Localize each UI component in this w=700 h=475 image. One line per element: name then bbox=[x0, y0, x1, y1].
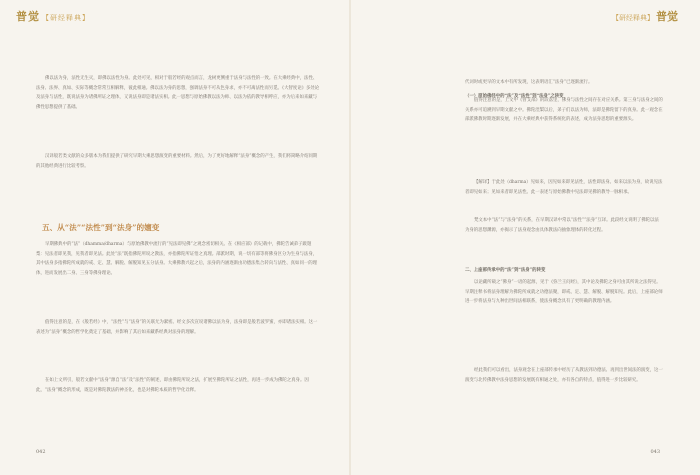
left-text-block-2 bbox=[36, 152, 320, 171]
left-page bbox=[0, 0, 349, 475]
paragraph: 代词时或更早的文本中有所发现，这表明语汇“法身”已逐渐流行。 bbox=[465, 80, 593, 86]
right-subheading-2 bbox=[465, 266, 663, 276]
left-brand bbox=[16, 8, 90, 24]
right-text-block-1 bbox=[465, 96, 663, 125]
right-brand-title: 普觉 bbox=[656, 10, 678, 23]
right-page-number: 043 bbox=[650, 449, 660, 455]
left-brand-title: 普觉 bbox=[16, 10, 40, 23]
right-brand bbox=[612, 8, 678, 24]
paragraph: 早期佛典中的“法”（dhamma/dharma）与原始佛教中流行的“见法即见佛”之观念密切相关。在《相应部》的记载中，佛陀告诫弟子跋迦梨：见法者即见我，见我者即见法。此处“法”既指佛陀所说之教法，亦指佛陀所证悟之真理。部派时期，说一切有部等将佛身区分为生身与法身，其中法身多指佛陀所成就的戒、定、慧、解脱、解脱知见五分法身。大乘佛教兴起之后，法身的内涵逐渐由功德法集合转向与法性、真如同一的理体，进而发展出二身、三身等佛身理论。 bbox=[36, 242, 318, 276]
left-page-number: 042 bbox=[36, 449, 46, 455]
right-page bbox=[351, 0, 700, 475]
paragraph: 佛以法为身，法性无生灭，即佛以法性为身。此处可见，相对于般若经的观点而言，龙树更侧重于法身与法性的一致。在大乘经典中，法性、法身、法界、真如、实际等概念常常互相解释，彼此相通。佛以法为身的思想，强调法身不可从色身求，亦不可离法性而另觅。《大智度论》多处论及法身与法性，既说法身为诸佛所证之理体，又说法身即是诸法实相。此一思想与原始佛教以法为师、以法为依的教导相呼应，亦为后来如来藏与佛性思想提供了基础。 bbox=[36, 76, 320, 110]
right-text-block-4 bbox=[465, 278, 663, 307]
right-brand-tag: 【研经释典】 bbox=[612, 14, 654, 22]
paragraph: 值得注意的是，上文中《曾支部》的段落里，佛身与法性之间存在对应关系。第三身与法身之间的关系亦可追溯到早期文献之中。佛陀涅槃以后，弟子们以法为师，法即是佛陀留下的真身。此一观念在部派佛教时期逐渐发展，并在大乘经典中获得系统化的表述，成为法身思想的重要源头。 bbox=[465, 98, 663, 123]
left-text-block-4 bbox=[36, 318, 320, 337]
section-heading: 五、从“法”“法性”到“法身”的嬗变 bbox=[42, 223, 160, 232]
paragraph: 梵文本中“法”与“法身”的关系，在早期汉译中常以“法性”“法身”互译。此段经文说明了佛陀以法为身的思想渊源，亦揭示了法身观念由具体教法向抽象理体的转化过程。 bbox=[465, 218, 659, 233]
subheading: （一）原始佛经中的“法”及“法性”到“法身”之转变 bbox=[465, 94, 564, 100]
left-text-block-1 bbox=[36, 74, 320, 112]
right-text-block-2 bbox=[465, 178, 663, 197]
right-text-block-5 bbox=[465, 366, 663, 385]
right-text-block-3 bbox=[465, 216, 663, 235]
left-brand-tag: 【研经释典】 bbox=[42, 14, 90, 22]
subheading: 二、上座部传承中的“法”到“法身”的转变 bbox=[465, 268, 546, 273]
paragraph: 汉译般若类文献的众多版本为我们提供了研究早期大乘思想演变的重要材料。然后，为了更好地解释“法身”概念的产生，我们将简略介绍同期的其他经典进行比较考察。 bbox=[36, 154, 318, 169]
paragraph: 在如上文所引，般若文献中“法身”源自“法”及“法性”的阐述，即由佛陀所说之法，扩展至佛陀所证之法性，再进一步成为佛陀之真身。因此，“法身”概念的形成，既是对佛陀教法的神圣化，也是对佛陀本质的哲学化诠释。 bbox=[36, 378, 309, 393]
left-text-block-3 bbox=[36, 240, 320, 278]
left-text-block-5 bbox=[36, 376, 320, 395]
paragraph: 以论藏所载之“佛身”一语的起源，见于《弥兰王问经》，其中论及佛陀之身可由其所说之法得见。早期注释书将法身理解为佛陀所成就之功德法聚，即戒、定、慧、解脱、解脱知见。此后，上座部论师进一步将法身与九种出世间法相联系，使法身概念具有了更明确的教理内涵。 bbox=[465, 280, 663, 305]
paragraph: 值得注意的是，在《般若经》中，“法性”与“法身”的关联尤为紧密。经文多次宣说诸佛以法为身，法身即是般若波罗蜜，亦即诸法实相。这一表述为“法身”概念的哲学化奠定了基础，并影响了其后如来藏系经典对法身的理解。 bbox=[36, 320, 318, 335]
paragraph: 【解译】于此处（dharma）见如来，因见如来即见法性，法性即法身。如来以法为身，故说见法者即见如来；见如来者即见法性。此一表述与原始佛教中见法即见佛的教导一脉相承。 bbox=[465, 180, 663, 195]
paragraph: 经此我们可以看出，法身观念在上座部传承中经历了从教法到功德法、再到出世间法的演变，这一演变与北传佛教中法身思想的发展既有相通之处，亦有各自的特点，值得进一步比较研究。 bbox=[465, 368, 663, 383]
